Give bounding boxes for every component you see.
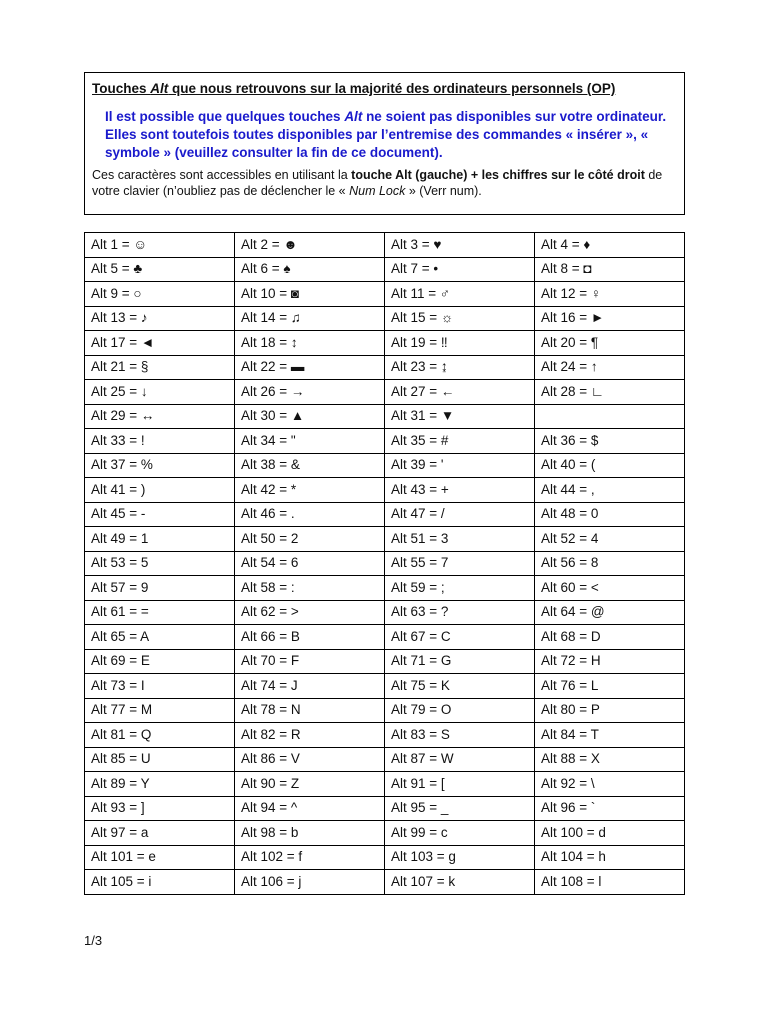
alt-code-cell: Alt 61 = = [85,600,235,625]
alt-code-cell: Alt 97 = a [85,821,235,846]
alt-code-cell: Alt 29 = ↔ [85,404,235,429]
alt-code-cell: Alt 75 = K [385,674,535,699]
alt-code-cell: Alt 52 = 4 [535,527,685,552]
alt-code-cell: Alt 83 = S [385,723,535,748]
alt-code-cell: Alt 65 = A [85,625,235,650]
table-row [85,625,685,650]
alt-code-cell: Alt 4 = ♦ [535,233,685,258]
notice-text: Il est possible que quelques touches [105,109,345,124]
alt-code-cell: Alt 102 = f [235,845,385,870]
alt-code-cell: Alt 34 = " [235,429,385,454]
alt-code-cell: Alt 96 = ` [535,796,685,821]
alt-code-cell: Alt 66 = B [235,625,385,650]
desc-text-3: » (Verr num). [405,184,482,198]
alt-code-cell: Alt 24 = ↑ [535,355,685,380]
alt-code-cell: Alt 48 = 0 [535,502,685,527]
alt-code-cell: Alt 85 = U [85,747,235,772]
document-heading [92,80,678,97]
alt-code-cell: Alt 62 = > [235,600,385,625]
alt-code-cell: Alt 71 = G [385,649,535,674]
table-row [85,821,685,846]
alt-code-cell: Alt 77 = M [85,698,235,723]
alt-code-cell: Alt 73 = I [85,674,235,699]
alt-code-cell: Alt 92 = \ [535,772,685,797]
alt-code-cell: Alt 12 = ♀ [535,282,685,307]
alt-codes-table [84,232,685,895]
table-row [85,233,685,258]
alt-code-cell: Alt 40 = ( [535,453,685,478]
page-number: 1/3 [84,933,103,948]
alt-code-cell: Alt 104 = h [535,845,685,870]
alt-code-cell: Alt 47 = / [385,502,535,527]
alt-code-cell: Alt 5 = ♣ [85,257,235,282]
alt-code-cell [535,404,685,429]
alt-code-cell: Alt 17 = ◄ [85,331,235,356]
alt-code-cell: Alt 98 = b [235,821,385,846]
alt-code-cell: Alt 59 = ; [385,576,535,601]
alt-code-cell: Alt 56 = 8 [535,551,685,576]
table-row [85,698,685,723]
alt-code-cell: Alt 55 = 7 [385,551,535,576]
table-row [85,404,685,429]
alt-code-cell: Alt 103 = g [385,845,535,870]
desc-text: Ces caractères sont accessibles en utilisant la [92,168,352,182]
alt-code-cell: Alt 105 = i [85,870,235,895]
alt-code-cell: Alt 94 = ^ [235,796,385,821]
table-row [85,282,685,307]
heading-text-rest: que nous retrouvons sur la majorité des ordinateurs personnels (OP) [168,81,616,96]
table-row [85,453,685,478]
alt-code-cell: Alt 45 = - [85,502,235,527]
table-row [85,796,685,821]
table-row [85,747,685,772]
alt-code-cell: Alt 14 = ♫ [235,306,385,331]
alt-code-cell: Alt 28 = ∟ [535,380,685,405]
alt-code-cell: Alt 107 = k [385,870,535,895]
alt-code-cell: Alt 37 = % [85,453,235,478]
alt-code-cell: Alt 54 = 6 [235,551,385,576]
alt-code-cell: Alt 22 = ▬ [235,355,385,380]
alt-code-cell: Alt 87 = W [385,747,535,772]
alt-code-cell: Alt 84 = T [535,723,685,748]
alt-code-cell: Alt 19 = ‼ [385,331,535,356]
alt-code-cell: Alt 68 = D [535,625,685,650]
alt-code-cell: Alt 89 = Y [85,772,235,797]
alt-code-cell: Alt 88 = X [535,747,685,772]
alt-code-cell: Alt 86 = V [235,747,385,772]
table-row [85,600,685,625]
alt-code-cell: Alt 49 = 1 [85,527,235,552]
alt-code-cell: Alt 80 = P [535,698,685,723]
table-row [85,502,685,527]
alt-code-cell: Alt 31 = ▼ [385,404,535,429]
table-row [85,870,685,895]
alt-code-cell: Alt 36 = $ [535,429,685,454]
alt-code-cell: Alt 70 = F [235,649,385,674]
alt-code-cell: Alt 41 = ) [85,478,235,503]
table-row [85,845,685,870]
alt-code-cell: Alt 106 = j [235,870,385,895]
table-row [85,257,685,282]
alt-code-cell: Alt 76 = L [535,674,685,699]
alt-code-cell: Alt 46 = . [235,502,385,527]
availability-notice [105,108,678,162]
notice-text-rest: ne soient pas disponibles sur votre ordinateur. Elles sont toutefois toutes disponibles par l’entremise des commandes « insérer », « symbole » (veuillez consulter la fin de ce document). [105,109,667,160]
alt-codes-body [85,233,685,895]
table-row [85,478,685,503]
alt-code-cell: Alt 53 = 5 [85,551,235,576]
alt-code-cell: Alt 26 = → [235,380,385,405]
table-row [85,355,685,380]
desc-num-lock: Num Lock [349,184,406,198]
alt-code-cell: Alt 38 = & [235,453,385,478]
heading-text: Touches [92,81,151,96]
alt-code-cell: Alt 30 = ▲ [235,404,385,429]
alt-code-cell: Alt 39 = ' [385,453,535,478]
usage-description [92,167,678,199]
alt-code-cell: Alt 100 = d [535,821,685,846]
table-row [85,723,685,748]
alt-code-cell: Alt 99 = c [385,821,535,846]
table-row [85,429,685,454]
alt-code-cell: Alt 57 = 9 [85,576,235,601]
desc-key-instruction: touche Alt (gauche) + les chiffres sur le côté droit [351,168,645,182]
alt-code-cell: Alt 6 = ♠ [235,257,385,282]
alt-code-cell: Alt 11 = ♂ [385,282,535,307]
table-row [85,649,685,674]
alt-code-cell: Alt 33 = ! [85,429,235,454]
alt-code-cell: Alt 15 = ☼ [385,306,535,331]
alt-code-cell: Alt 20 = ¶ [535,331,685,356]
alt-code-cell: Alt 16 = ► [535,306,685,331]
alt-code-cell: Alt 58 = : [235,576,385,601]
alt-code-cell: Alt 93 = ] [85,796,235,821]
notice-alt-keyword: Alt [344,109,363,124]
alt-code-cell: Alt 3 = ♥ [385,233,535,258]
alt-code-cell: Alt 43 = + [385,478,535,503]
table-row [85,576,685,601]
alt-code-cell: Alt 42 = * [235,478,385,503]
alt-code-cell: Alt 74 = J [235,674,385,699]
alt-code-cell: Alt 7 = • [385,257,535,282]
table-row [85,306,685,331]
alt-code-cell: Alt 27 = ← [385,380,535,405]
alt-code-cell: Alt 2 = ☻ [235,233,385,258]
desc-text-2: de votre clavier (n’oubliez pas de déclencher le « [92,168,663,198]
alt-code-cell: Alt 95 = _ [385,796,535,821]
alt-code-cell: Alt 21 = § [85,355,235,380]
table-row [85,551,685,576]
alt-code-cell: Alt 1 = ☺ [85,233,235,258]
alt-code-cell: Alt 67 = C [385,625,535,650]
table-row [85,772,685,797]
alt-code-cell: Alt 51 = 3 [385,527,535,552]
table-row [85,527,685,552]
table-row [85,380,685,405]
alt-code-cell: Alt 44 = , [535,478,685,503]
alt-code-cell: Alt 78 = N [235,698,385,723]
alt-code-cell: Alt 50 = 2 [235,527,385,552]
alt-code-cell: Alt 13 = ♪ [85,306,235,331]
alt-code-cell: Alt 25 = ↓ [85,380,235,405]
alt-code-cell: Alt 79 = O [385,698,535,723]
alt-code-cell: Alt 81 = Q [85,723,235,748]
alt-code-cell: Alt 72 = H [535,649,685,674]
alt-code-cell: Alt 90 = Z [235,772,385,797]
alt-code-cell: Alt 63 = ? [385,600,535,625]
alt-code-cell: Alt 10 = ◙ [235,282,385,307]
alt-code-cell: Alt 64 = @ [535,600,685,625]
alt-code-cell: Alt 69 = E [85,649,235,674]
alt-code-cell: Alt 9 = ○ [85,282,235,307]
table-row [85,331,685,356]
alt-code-cell: Alt 108 = l [535,870,685,895]
alt-code-cell: Alt 82 = R [235,723,385,748]
alt-code-cell: Alt 60 = < [535,576,685,601]
alt-code-cell: Alt 91 = [ [385,772,535,797]
alt-code-cell: Alt 23 = ↨ [385,355,535,380]
alt-code-cell: Alt 35 = # [385,429,535,454]
info-box [84,72,685,215]
alt-code-cell: Alt 8 = ◘ [535,257,685,282]
alt-code-cell: Alt 101 = e [85,845,235,870]
alt-code-cell: Alt 18 = ↕ [235,331,385,356]
heading-alt-keyword: Alt [150,81,169,96]
table-row [85,674,685,699]
